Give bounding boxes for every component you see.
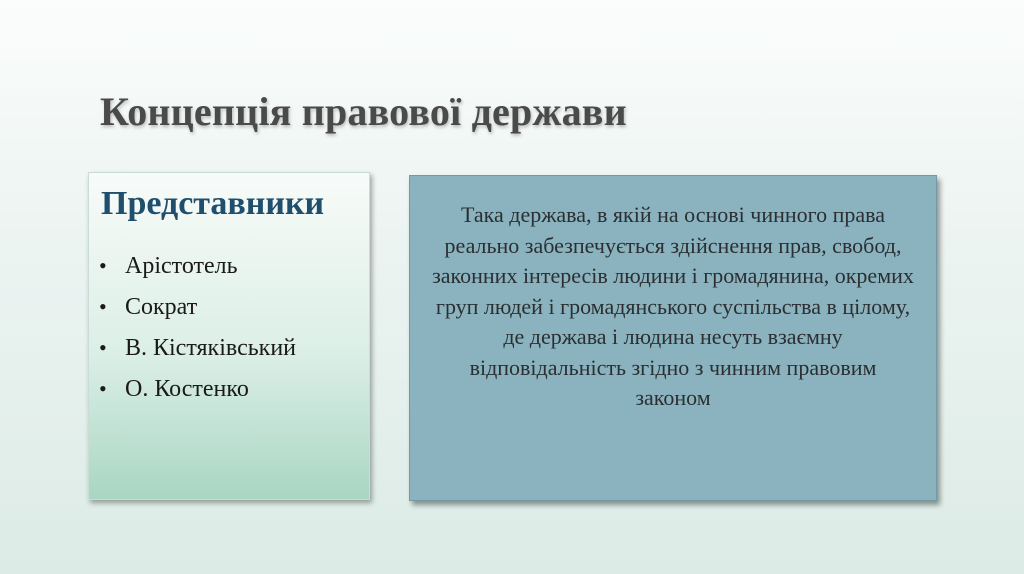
- list-item: [99, 368, 296, 409]
- representative-name: Сократ: [125, 294, 198, 320]
- representative-name: В. Кістяківський: [125, 335, 297, 361]
- representatives-heading: Представники: [101, 185, 325, 222]
- representative-name: О. Костенко: [125, 376, 249, 402]
- bullet-icon: •: [99, 294, 107, 319]
- representatives-box: [88, 172, 370, 500]
- representatives-list: [99, 245, 296, 409]
- bullet-icon: •: [99, 376, 107, 401]
- definition-box: [409, 175, 937, 501]
- definition-text: Така держава, в якій на основі чинного права реально забезпечується здійснення прав, свобод, законних інтересів людини і громадянина, окремих груп людей і громадянського суспільства в цілому, де держава і людина несуть взаємну відповідальність згідно з чинним правовим законом: [432, 202, 914, 410]
- list-item: [99, 286, 296, 327]
- bullet-icon: •: [99, 335, 107, 360]
- slide-title: Концепція правової держави: [100, 89, 627, 134]
- list-item: [99, 245, 296, 286]
- bullet-icon: •: [99, 253, 107, 278]
- representative-name: Арістотель: [125, 253, 238, 279]
- list-item: [99, 327, 296, 368]
